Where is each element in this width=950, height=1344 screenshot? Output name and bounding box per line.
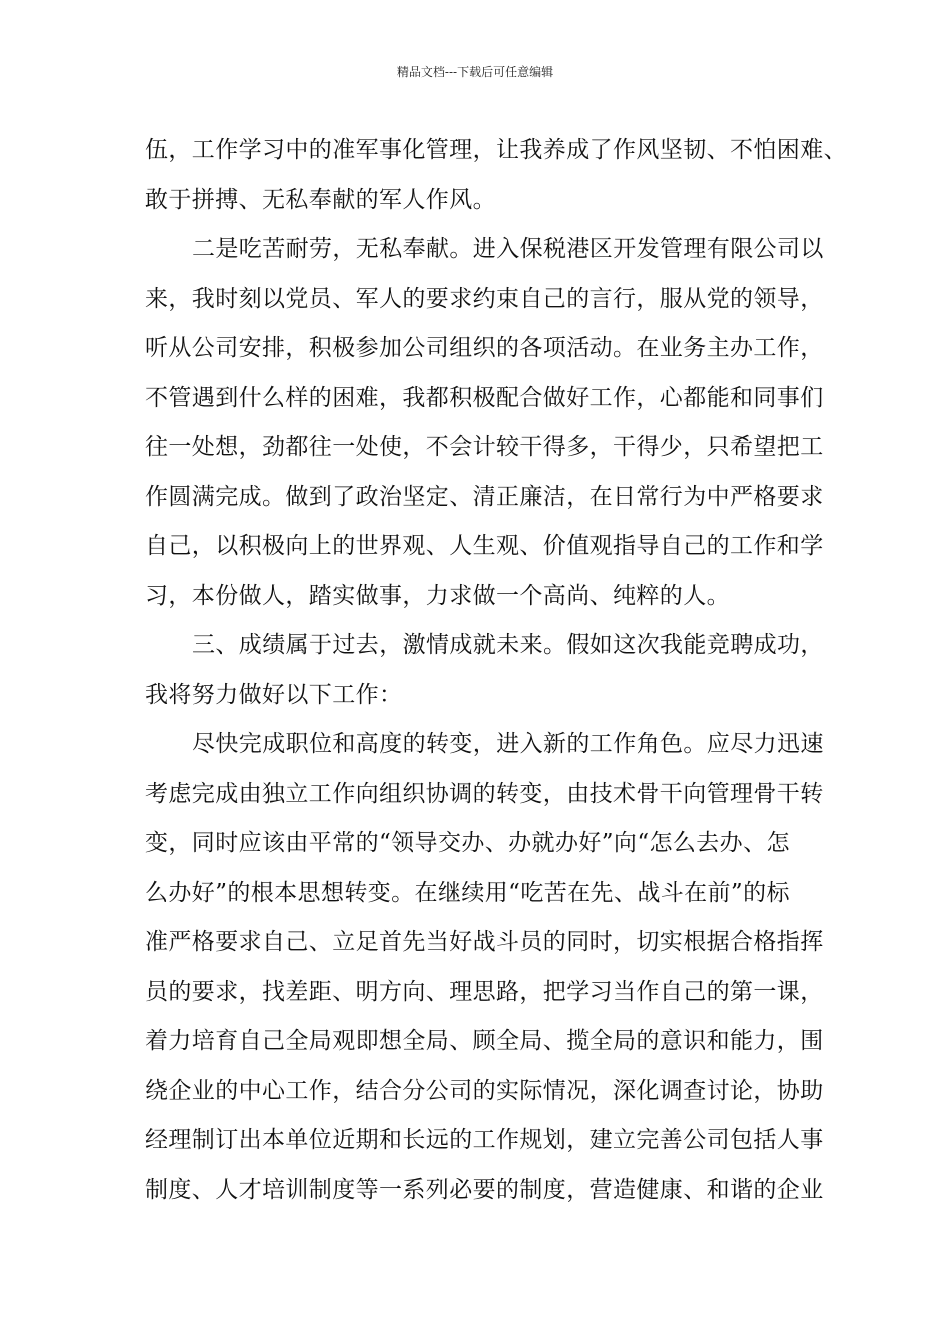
text-line: 准严格要求自己、立足首先当好战斗员的同时，切实根据合格指挥 (145, 929, 824, 955)
page-header: 精品文档---下载后可任意编辑 (396, 65, 554, 79)
text-line: 变，同时应该由平常的“领导交办、办就办好”向“怎么去办、怎 (145, 830, 790, 856)
text-line: 尽快完成职位和高度的转变，进入新的工作角色。应尽力迅速 (192, 731, 824, 757)
text-line: 自己，以积极向上的世界观、人生观、价值观指导自己的工作和学 (145, 533, 824, 559)
text-line: 么办好”的根本思想转变。在继续用“吃苦在先、战斗在前”的标 (145, 879, 790, 906)
text-line: 制度、人才培训制度等一系列必要的制度，营造健康、和谐的企业 (145, 1176, 824, 1203)
text-line: 听从公司安排，积极参加公司组织的各项活动。在业务主办工作， (145, 335, 824, 361)
text-line: 二是吃苦耐劳，无私奉献。进入保税港区开发管理有限公司以 (192, 236, 824, 262)
text-line: 伍，工作学习中的准军事化管理，让我养成了作风坚韧、不怕困难、 (145, 137, 847, 163)
text-line: 三、成绩属于过去，激情成就未来。假如这次我能竞聘成功， (192, 632, 824, 658)
text-line: 员的要求，找差距、明方向、理思路，把学习当作自己的第一课， (145, 978, 824, 1005)
text-line: 习，本份做人，踏实做事，力求做一个高尚、纯粹的人。 (145, 582, 730, 609)
text-line: 考虑完成由独立工作向组织协调的转变，由技术骨干向管理骨干转 (145, 780, 824, 807)
text-line: 敢于拼搏、无私奉献的军人作风。 (145, 186, 496, 213)
text-line: 绕企业的中心工作，结合分公司的实际情况，深化调查讨论，协助 (145, 1077, 824, 1104)
text-line: 作圆满完成。做到了政治坚定、清正廉洁，在日常行为中严格要求 (145, 483, 824, 510)
text-line: 我将努力做好以下工作： (145, 681, 403, 708)
text-line: 不管遇到什么样的困难，我都积极配合做好工作，心都能和同事们 (145, 384, 824, 411)
text-line: 着力培育自己全局观即想全局、顾全局、揽全局的意识和能力，围 (145, 1028, 824, 1054)
text-line: 经理制订出本单位近期和长远的工作规划，建立完善公司包括人事 (145, 1127, 824, 1153)
text-line: 来，我时刻以党员、军人的要求约束自己的言行，服从党的领导， (145, 285, 824, 312)
text-line: 往一处想，劲都往一处使，不会计较干得多，干得少，只希望把工 (145, 434, 824, 460)
